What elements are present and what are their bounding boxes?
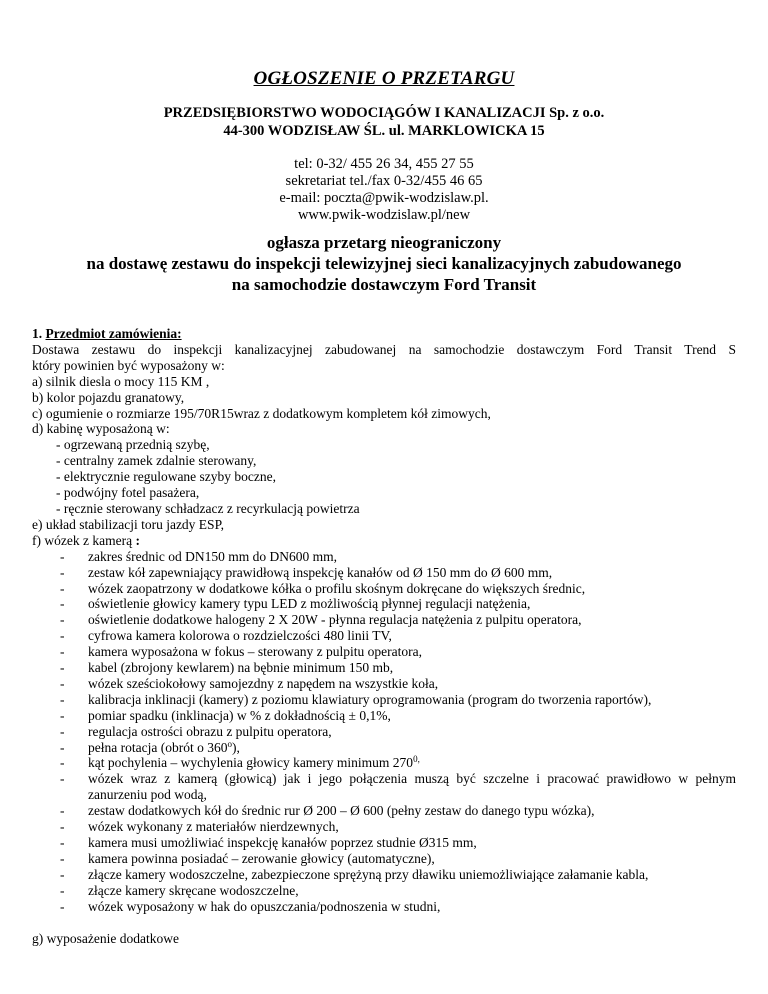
announcement-line-3: na samochodzie dostawczym Ford Transit	[231, 275, 537, 294]
spacer	[32, 915, 736, 931]
camera-spec-item	[32, 803, 736, 819]
dash-marker: -	[60, 628, 65, 644]
degree-sup: 0,	[413, 754, 420, 765]
camera-spec-item	[32, 549, 736, 565]
dash-marker: -	[60, 739, 65, 755]
email-line: e-mail: poczta@pwik-wodzislaw.pl.	[279, 190, 489, 206]
dash-marker: -	[60, 548, 65, 564]
section-title: Przedmiot zamówienia:	[45, 326, 182, 341]
dash-marker: -	[60, 866, 65, 882]
camera-spec-item	[32, 819, 736, 835]
item-f	[32, 533, 736, 549]
camera-spec-item	[32, 692, 736, 708]
camera-spec-item	[32, 676, 736, 692]
dash-marker: -	[60, 771, 65, 787]
dash-marker: -	[60, 644, 65, 660]
section-heading	[32, 326, 736, 342]
cabin-item: - centralny zamek zdalnie sterowany,	[56, 453, 257, 469]
dash-marker: -	[60, 564, 65, 580]
camera-spec-text: kamera powinna posiadać – zerowanie głowicy (automatyczne),	[88, 850, 435, 866]
phone-line: tel: 0-32/ 455 26 34, 455 27 55	[294, 156, 474, 172]
document-title: OGŁOSZENIE O PRZETARGU	[253, 68, 515, 89]
camera-spec-text: kamera musi umożliwiać inspekcję kanałów poprzez studnie Ø315 mm,	[88, 835, 477, 850]
cabin-item: - podwójny fotel pasażera,	[56, 485, 200, 501]
camera-spec-item	[32, 883, 736, 899]
camera-spec-item	[32, 899, 736, 915]
dash-marker: -	[60, 612, 65, 628]
announcement-line-2: na dostawę zestawu do inspekcji telewizyjnej sieci kanalizacyjnych zabudowanego	[86, 254, 682, 273]
dash-marker: -	[60, 819, 65, 835]
dash-marker: -	[60, 707, 65, 723]
camera-spec-item	[32, 644, 736, 660]
item-b: b) kolor pojazdu granatowy,	[32, 389, 185, 405]
camera-spec-text: zakres średnic od DN150 mm do DN600 mm,	[88, 548, 337, 564]
item-d: d) kabinę wyposażoną w:	[32, 421, 170, 437]
dash-marker: -	[60, 675, 65, 691]
camera-spec-item	[32, 612, 736, 628]
dash-marker: -	[60, 755, 65, 771]
dash-marker: -	[60, 835, 65, 850]
camera-spec-text: kamera wyposażona w fokus – sterowany z pulpitu operatora,	[88, 644, 423, 660]
camera-spec-text: wózek sześciokołowy samojezdny z napędem na wszystkie koła,	[88, 675, 439, 691]
camera-spec-item	[32, 565, 736, 581]
section-1	[32, 326, 736, 946]
camera-spec-item	[32, 771, 736, 787]
item-g: g) wyposażenie dodatkowe	[32, 930, 179, 946]
dash-marker: -	[60, 660, 65, 676]
camera-spec-text	[88, 755, 736, 771]
dash-marker: -	[60, 580, 65, 596]
announcement-heading	[0, 232, 768, 295]
item-a: a) silnik diesla o mocy 115 KM ,	[32, 373, 210, 389]
camera-spec-text: kalibracja inklinacji (kamery) z poziomu klawiatury oprogramowania (program do tworzenia raportów),	[88, 691, 652, 707]
dash-marker: -	[60, 850, 65, 866]
camera-spec-text: oświetlenie głowicy kamery typu LED z możliwością płynnej regulacji natężenia,	[88, 596, 531, 612]
item-c: c) ogumienie o rozmiarze 195/70R15wraz z dodatkowym kompletem kół zimowych,	[32, 405, 491, 421]
camera-spec-text	[88, 740, 736, 756]
fax-line: sekretariat tel./fax 0-32/455 46 65	[285, 173, 483, 189]
company-block	[0, 104, 768, 140]
dash-marker: -	[60, 723, 65, 739]
camera-spec-item	[32, 724, 736, 740]
seal-text-line-2: zanurzeniu pod wodą,	[88, 787, 207, 803]
rotation-end: ),	[231, 739, 240, 755]
camera-spec-text: wózek wyposażony w hak do opuszczania/podnoszenia w studni,	[88, 898, 441, 914]
dash-marker: -	[60, 691, 65, 707]
camera-spec-text: złącze kamery wodoszczelne, zabezpieczone sprężyną przy dławiku uniemożliwiające załamanie kabla,	[88, 866, 649, 882]
item-f-colon: :	[132, 532, 140, 548]
item-f-label: f) wózek z kamerą	[32, 532, 133, 548]
camera-spec-text: wózek zaopatrzony w dodatkowe kółka o profilu skośnym dokręcane do większych średnic,	[88, 580, 586, 596]
cabin-item: - ogrzewaną przednią szybę,	[56, 437, 210, 453]
camera-spec-item	[32, 628, 736, 644]
camera-spec-text: złącze kamery skręcane wodoszczelne,	[88, 882, 299, 898]
camera-spec-text: oświetlenie dodatkowe halogeny 2 X 20W - płynna regulacja natężenia z pulpitu operatora,	[88, 612, 582, 628]
camera-spec-text: zestaw kół zapewniający prawidłową inspekcję kanałów od Ø 150 mm do Ø 600 mm,	[88, 564, 553, 580]
camera-spec-text: regulacja ostrości obrazu z pulpitu operatora,	[88, 723, 332, 739]
tilt-text: kąt pochylenia – wychylenia głowicy kamery minimum 270	[88, 755, 414, 771]
company-name: PRZEDSIĘBIORSTWO WODOCIĄGÓW I KANALIZACJI Sp. z o.o.	[163, 105, 605, 121]
seal-text-line-1: wózek wraz z kamerą (głowicą) jak i jego połączenia muszą być szczelne i pracować prawidłowo w pełnym	[88, 771, 736, 787]
camera-spec-continuation	[32, 787, 736, 803]
camera-spec-item	[32, 581, 736, 597]
dash-marker: -	[60, 596, 65, 612]
cabin-item: - ręcznie sterowany schładzacz z recyrkulacją powietrza	[56, 500, 360, 516]
item-e: e) układ stabilizacji toru jazdy ESP,	[32, 516, 224, 532]
camera-spec-text: kabel (zbrojony kewlarem) na bębnie minimum 150 mb,	[88, 660, 394, 676]
section-number: 1.	[32, 326, 43, 341]
camera-spec-text: cyfrowa kamera kolorowa o rozdzielczości 480 linii TV,	[88, 628, 392, 644]
camera-spec-text: zestaw dodatkowych kół do średnic rur Ø 200 – Ø 600 (pełny zestaw do danego typu wózka),	[88, 803, 595, 819]
intro-line-2: który powinien być wyposażony w:	[32, 357, 225, 373]
camera-spec-text: pomiar spadku (inklinacja) w % z dokładnością ± 0,1%,	[88, 707, 391, 723]
cabin-item: - elektrycznie regulowane szyby boczne,	[56, 469, 277, 485]
camera-spec-item	[32, 596, 736, 612]
dash-marker: -	[60, 898, 65, 914]
camera-spec-item	[32, 851, 736, 867]
website-line: www.pwik-wodzislaw.pl/new	[297, 207, 471, 223]
dash-marker: -	[60, 882, 65, 898]
degree-sup: o	[227, 738, 232, 749]
contact-block	[0, 156, 768, 224]
intro-line-1: Dostawa zestawu do inspekcji kanalizacyjnej zabudowanej na samochodzie dostawczym Ford Transit Trend S	[32, 341, 736, 357]
camera-spec-item	[32, 867, 736, 883]
dash-marker: -	[60, 803, 65, 819]
announcement-line-1: ogłasza przetarg nieograniczony	[266, 233, 502, 252]
camera-spec-item	[32, 708, 736, 724]
camera-spec-item	[32, 835, 736, 851]
camera-spec-text: wózek wykonany z materiałów nierdzewnych,	[88, 819, 339, 835]
camera-spec-item	[32, 755, 736, 771]
camera-spec-item	[32, 740, 736, 756]
rotation-text: pełna rotacja (obrót o 360	[88, 739, 228, 755]
camera-spec-item	[32, 660, 736, 676]
company-address: 44-300 WODZISŁAW ŚL. ul. MARKLOWICKA 15	[223, 123, 545, 139]
